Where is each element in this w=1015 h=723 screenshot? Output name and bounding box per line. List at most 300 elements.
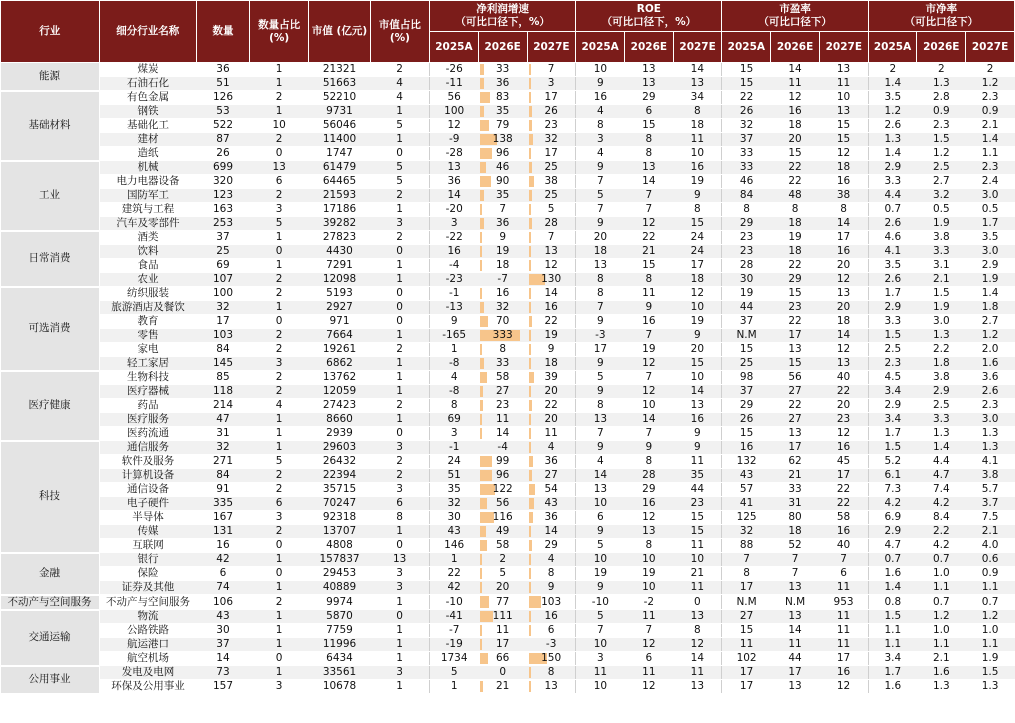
cell-pb: 2.6	[868, 273, 917, 287]
table-row	[1, 189, 1015, 203]
header-year: 2026E	[771, 32, 820, 63]
cell-pb: 4.4	[917, 455, 966, 469]
cell-market-cap: 35715	[309, 483, 370, 497]
growth-value: 18	[495, 259, 510, 271]
cell-subindustry: 汽车及零部件	[99, 217, 196, 231]
cell-pb: 1.4	[868, 77, 917, 91]
cell-roe: 10	[625, 581, 674, 595]
cell-subindustry: 航空机场	[99, 652, 196, 666]
growth-value: 20	[495, 581, 510, 593]
cell-net-profit-growth	[478, 525, 527, 539]
cell-market-cap-pct: 5	[370, 119, 429, 133]
table-row	[1, 343, 1015, 357]
cell-net-profit-growth: -10	[430, 595, 479, 610]
cell-roe: 7	[625, 189, 674, 203]
cell-net-profit-growth	[527, 441, 576, 455]
table-row	[1, 441, 1015, 455]
growth-bar	[480, 64, 484, 75]
cell-subindustry: 环保及公用事业	[99, 680, 196, 694]
cell-count: 84	[197, 469, 250, 483]
cell-roe: 17	[673, 259, 722, 273]
cell-pe: 13	[771, 581, 820, 595]
cell-pe: 15	[722, 624, 771, 638]
cell-subindustry: 计算机设备	[99, 469, 196, 483]
cell-pe: 20	[771, 133, 820, 147]
cell-roe: 10	[576, 63, 625, 77]
cell-subindustry: 互联网	[99, 539, 196, 553]
cell-pb: 0.7	[966, 595, 1015, 610]
cell-count: 103	[197, 329, 250, 343]
cell-count: 163	[197, 203, 250, 217]
cell-net-profit-growth: -13	[430, 301, 479, 315]
cell-market-cap: 1747	[309, 147, 370, 161]
growth-bar	[480, 554, 482, 565]
growth-bar	[480, 582, 482, 593]
cell-pe: 11	[722, 638, 771, 652]
cell-subindustry: 医疗器械	[99, 385, 196, 399]
cell-roe: 17	[576, 343, 625, 357]
cell-subindustry: 食品	[99, 259, 196, 273]
cell-roe: 11	[673, 455, 722, 469]
cell-roe: 5	[576, 539, 625, 553]
cell-roe: 7	[625, 427, 674, 441]
cell-pe: 48	[771, 189, 820, 203]
table-row	[1, 525, 1015, 539]
cell-count: 131	[197, 525, 250, 539]
cell-market-cap-pct: 1	[370, 371, 429, 385]
cell-count: 14	[197, 652, 250, 666]
cell-count: 107	[197, 273, 250, 287]
cell-subindustry: 物流	[99, 610, 196, 624]
cell-pb: 2.4	[966, 175, 1015, 189]
growth-value: 12	[544, 259, 558, 271]
cell-pb: 3.2	[917, 189, 966, 203]
cell-roe: 8	[625, 133, 674, 147]
header-year: 2025A	[430, 32, 479, 63]
growth-bar	[480, 400, 483, 411]
cell-market-cap-pct: 1	[370, 329, 429, 343]
cell-roe: 18	[673, 119, 722, 133]
cell-roe: 5	[576, 610, 625, 624]
cell-roe: 11	[673, 666, 722, 680]
table-row	[1, 652, 1015, 666]
cell-net-profit-growth	[478, 595, 527, 610]
cell-subindustry: 轻工家居	[99, 357, 196, 371]
table-row	[1, 371, 1015, 385]
growth-bar	[529, 106, 532, 117]
cell-count-pct: 1	[249, 105, 308, 119]
header-group-pe	[722, 1, 868, 32]
cell-pb: 2.6	[868, 217, 917, 231]
growth-value: 35	[495, 105, 510, 117]
cell-pb: 1.5	[917, 287, 966, 301]
cell-roe: 23	[673, 497, 722, 511]
cell-roe: 28	[625, 469, 674, 483]
cell-net-profit-growth	[527, 652, 576, 666]
table-row	[1, 245, 1015, 259]
growth-value: 32	[495, 301, 510, 313]
cell-pe: 20	[819, 399, 868, 413]
cell-count-pct: 1	[249, 427, 308, 441]
cell-roe: 9	[576, 525, 625, 539]
growth-bar	[529, 218, 532, 229]
cell-net-profit-growth	[527, 105, 576, 119]
cell-net-profit-growth: -8	[430, 357, 479, 371]
header-year: 2027E	[673, 32, 722, 63]
cell-roe: 16	[673, 413, 722, 427]
cell-pe: 13	[771, 680, 820, 694]
growth-bar	[529, 134, 533, 145]
cell-pb: 2.1	[917, 652, 966, 666]
cell-pb: 1.2	[966, 329, 1015, 343]
cell-pe: 26	[722, 413, 771, 427]
cell-net-profit-growth	[478, 483, 527, 497]
cell-count-pct: 1	[249, 77, 308, 91]
growth-value: 27	[495, 385, 510, 397]
cell-pb: 2.3	[917, 119, 966, 133]
cell-count-pct: 2	[249, 189, 308, 203]
cell-market-cap: 157837	[309, 553, 370, 567]
cell-roe: 9	[625, 301, 674, 315]
cell-count-pct: 1	[249, 624, 308, 638]
growth-bar	[480, 596, 489, 608]
cell-net-profit-growth	[478, 666, 527, 680]
cell-count: 91	[197, 483, 250, 497]
cell-net-profit-growth: -22	[430, 231, 479, 245]
cell-net-profit-growth	[527, 624, 576, 638]
cell-net-profit-growth	[478, 680, 527, 694]
cell-pe: 8	[771, 203, 820, 217]
cell-pb: 0.6	[966, 553, 1015, 567]
cell-roe: 11	[625, 666, 674, 680]
growth-bar	[529, 414, 531, 425]
cell-net-profit-growth	[527, 553, 576, 567]
cell-pb: 4.6	[868, 231, 917, 245]
cell-pe: 20	[819, 259, 868, 273]
growth-value: 20	[544, 413, 558, 425]
cell-market-cap: 12098	[309, 273, 370, 287]
table-row	[1, 455, 1015, 469]
header-year: 2026E	[917, 32, 966, 63]
growth-bar	[480, 498, 487, 509]
cell-subindustry: 通信设备	[99, 483, 196, 497]
table-row	[1, 301, 1015, 315]
cell-net-profit-growth: 14	[430, 189, 479, 203]
cell-count: 699	[197, 161, 250, 175]
cell-pb: 2.6	[966, 385, 1015, 399]
growth-value: 111	[492, 610, 513, 622]
cell-pb: 2.6	[868, 119, 917, 133]
cell-net-profit-growth	[527, 413, 576, 427]
cell-pe: 17	[819, 231, 868, 245]
cell-market-cap-pct: 4	[370, 77, 429, 91]
cell-net-profit-growth: -1	[430, 441, 479, 455]
cell-roe: 7	[625, 329, 674, 343]
header-group-roe	[576, 1, 722, 32]
cell-pe: 46	[722, 175, 771, 189]
header-count-pct: 数量占比 (%)	[249, 1, 308, 63]
header-group-net-profit-growth	[430, 1, 576, 32]
cell-pe: 17	[771, 666, 820, 680]
cell-net-profit-growth	[478, 399, 527, 413]
cell-pe: 17	[722, 581, 771, 595]
cell-pe: N.M	[722, 329, 771, 343]
cell-pb: 3.0	[966, 413, 1015, 427]
cell-roe: 13	[625, 63, 674, 77]
cell-roe: 12	[625, 511, 674, 525]
growth-value: 56	[495, 497, 510, 509]
cell-roe: 8	[625, 539, 674, 553]
cell-pb: 0.5	[917, 203, 966, 217]
cell-count: 253	[197, 217, 250, 231]
cell-roe: 8	[576, 273, 625, 287]
cell-pb: 2.3	[868, 357, 917, 371]
cell-net-profit-growth	[527, 217, 576, 231]
cell-pb: 3.8	[917, 371, 966, 385]
cell-roe: 8	[673, 624, 722, 638]
cell-pb: 1.4	[868, 581, 917, 595]
growth-bar	[529, 611, 531, 622]
cell-market-cap: 51663	[309, 77, 370, 91]
cell-net-profit-growth: 13	[430, 161, 479, 175]
cell-pe: 17	[819, 652, 868, 666]
cell-subindustry: 纺织服装	[99, 287, 196, 301]
cell-pe: 16	[771, 105, 820, 119]
cell-roe: 3	[576, 652, 625, 666]
cell-pb: 1.5	[966, 666, 1015, 680]
cell-pe: 7	[771, 567, 820, 581]
cell-pb: 1.1	[868, 624, 917, 638]
cell-roe: 14	[673, 652, 722, 666]
cell-pb: 3.3	[868, 315, 917, 329]
cell-roe: 7	[625, 624, 674, 638]
growth-value: 3	[547, 77, 555, 89]
growth-value: 13	[544, 680, 558, 692]
cell-market-cap: 17186	[309, 203, 370, 217]
cell-pb: 4.0	[966, 539, 1015, 553]
cell-net-profit-growth	[527, 399, 576, 413]
cell-roe: 13	[576, 483, 625, 497]
cell-count: 100	[197, 287, 250, 301]
cell-net-profit-growth	[527, 245, 576, 259]
cell-roe: 12	[673, 287, 722, 301]
cell-net-profit-growth	[527, 329, 576, 343]
cell-count: 51	[197, 77, 250, 91]
cell-net-profit-growth	[527, 91, 576, 105]
growth-value: 17	[544, 147, 558, 159]
cell-roe: 18	[673, 273, 722, 287]
cell-pe: 58	[819, 511, 868, 525]
cell-net-profit-growth	[527, 119, 576, 133]
cell-net-profit-growth	[527, 189, 576, 203]
cell-pb: 0.7	[917, 553, 966, 567]
cell-roe: 6	[625, 105, 674, 119]
cell-net-profit-growth	[478, 245, 527, 259]
cell-net-profit-growth	[527, 357, 576, 371]
cell-subindustry: 电子硬件	[99, 497, 196, 511]
cell-count-pct: 0	[249, 315, 308, 329]
table-row	[1, 161, 1015, 175]
header-year: 2025A	[576, 32, 625, 63]
growth-value: 13	[544, 245, 558, 257]
cell-market-cap: 52210	[309, 91, 370, 105]
cell-pe: 37	[722, 385, 771, 399]
cell-roe: -10	[576, 595, 625, 610]
cell-pb: 1.0	[917, 567, 966, 581]
cell-pe: 27	[722, 610, 771, 624]
cell-market-cap-pct: 2	[370, 469, 429, 483]
growth-value: 130	[541, 273, 562, 285]
cell-net-profit-growth: -7	[430, 624, 479, 638]
cell-market-cap-pct: 6	[370, 497, 429, 511]
cell-net-profit-growth: -9	[430, 133, 479, 147]
cell-pb: 5.2	[868, 455, 917, 469]
cell-roe: 14	[673, 63, 722, 77]
cell-market-cap-pct: 2	[370, 399, 429, 413]
cell-pb: 2.7	[966, 315, 1015, 329]
growth-bar	[480, 470, 492, 481]
growth-bar	[529, 456, 533, 467]
cell-pb: 2	[966, 63, 1015, 77]
table-row	[1, 427, 1015, 441]
growth-bar	[480, 540, 487, 551]
table-row	[1, 483, 1015, 497]
cell-pe: 16	[819, 441, 868, 455]
growth-bar	[529, 190, 532, 201]
cell-pb: 3.8	[966, 469, 1015, 483]
growth-bar	[529, 120, 532, 131]
growth-value: 0	[499, 666, 506, 678]
cell-net-profit-growth: 24	[430, 455, 479, 469]
cell-market-cap: 5870	[309, 610, 370, 624]
cell-count-pct: 6	[249, 175, 308, 189]
group-subtitle: （可比口径下，%）	[601, 16, 697, 28]
cell-market-cap-pct: 0	[370, 315, 429, 329]
cell-market-cap: 22394	[309, 469, 370, 483]
header-year: 2025A	[868, 32, 917, 63]
cell-count: 32	[197, 301, 250, 315]
cell-pe: 11	[819, 624, 868, 638]
cell-count: 53	[197, 105, 250, 119]
cell-net-profit-growth	[527, 315, 576, 329]
cell-roe: 7	[576, 427, 625, 441]
cell-net-profit-growth: 1	[430, 553, 479, 567]
growth-bar	[480, 414, 482, 425]
cell-net-profit-growth	[527, 638, 576, 652]
cell-pe: 18	[819, 315, 868, 329]
cell-subindustry: 建筑与工程	[99, 203, 196, 217]
table-row	[1, 567, 1015, 581]
growth-value: 22	[544, 399, 558, 411]
group-title: 净利润增速	[476, 3, 529, 15]
cell-count: 74	[197, 581, 250, 595]
cell-roe: 16	[576, 91, 625, 105]
cell-count-pct: 1	[249, 666, 308, 680]
growth-value: 333	[492, 329, 513, 341]
growth-value: 70	[495, 315, 510, 327]
cell-market-cap-pct: 2	[370, 455, 429, 469]
cell-pb: 3.0	[966, 245, 1015, 259]
cell-market-cap: 19261	[309, 343, 370, 357]
cell-market-cap-pct: 1	[370, 624, 429, 638]
cell-net-profit-growth	[527, 133, 576, 147]
cell-pe: 22	[819, 483, 868, 497]
cell-count-pct: 2	[249, 287, 308, 301]
cell-pb: 1.4	[868, 147, 917, 161]
cell-net-profit-growth: -26	[430, 63, 479, 77]
table-row	[1, 357, 1015, 371]
cell-market-cap: 971	[309, 315, 370, 329]
cell-roe: 14	[576, 469, 625, 483]
cell-pb: 1.2	[966, 77, 1015, 91]
cell-net-profit-growth	[527, 469, 576, 483]
cell-net-profit-growth: 3	[430, 427, 479, 441]
growth-value: 19	[495, 245, 510, 257]
header-group-pb	[868, 1, 1014, 32]
cell-net-profit-growth	[478, 652, 527, 666]
cell-net-profit-growth	[478, 638, 527, 652]
cell-pb: 2.9	[966, 259, 1015, 273]
cell-subindustry: 不动产与空间服务	[99, 595, 196, 610]
cell-pe: 13	[819, 357, 868, 371]
cell-roe: 10	[576, 553, 625, 567]
cell-pe: 44	[771, 652, 820, 666]
cell-market-cap: 21321	[309, 63, 370, 77]
growth-value: -3	[545, 638, 557, 650]
cell-count: 84	[197, 343, 250, 357]
table-row	[1, 315, 1015, 329]
cell-net-profit-growth: -11	[430, 77, 479, 91]
growth-bar	[480, 106, 484, 117]
cell-net-profit-growth	[478, 77, 527, 91]
cell-net-profit-growth	[478, 539, 527, 553]
cell-net-profit-growth	[527, 539, 576, 553]
cell-pe: 11	[819, 581, 868, 595]
table-row	[1, 497, 1015, 511]
growth-value: 14	[544, 287, 558, 299]
growth-bar	[529, 470, 532, 481]
cell-subindustry: 通信服务	[99, 441, 196, 455]
cell-market-cap: 11400	[309, 133, 370, 147]
cell-roe: 6	[576, 511, 625, 525]
cell-subindustry: 生物科技	[99, 371, 196, 385]
growth-value: 49	[495, 525, 510, 537]
cell-pe: 16	[819, 175, 868, 189]
cell-pb: 0.9	[966, 105, 1015, 119]
cell-roe: 13	[625, 161, 674, 175]
growth-value: 7	[547, 63, 555, 75]
cell-roe: 14	[625, 175, 674, 189]
growth-bar	[480, 302, 484, 313]
cell-pe: 16	[722, 441, 771, 455]
industry-cell: 公用事业	[1, 666, 100, 694]
cell-market-cap-pct: 2	[370, 343, 429, 357]
cell-pe: 15	[819, 119, 868, 133]
cell-subindustry: 有色金属	[99, 91, 196, 105]
cell-net-profit-growth: 1	[430, 343, 479, 357]
table-row	[1, 287, 1015, 301]
growth-value: 4	[547, 441, 555, 453]
cell-pe: 18	[819, 161, 868, 175]
cell-market-cap: 7664	[309, 329, 370, 343]
table-row	[1, 680, 1015, 694]
cell-roe: 13	[673, 77, 722, 91]
cell-net-profit-growth	[527, 371, 576, 385]
cell-net-profit-growth	[527, 161, 576, 175]
cell-roe: 29	[625, 483, 674, 497]
growth-bar	[480, 148, 492, 159]
cell-market-cap-pct: 1	[370, 680, 429, 694]
